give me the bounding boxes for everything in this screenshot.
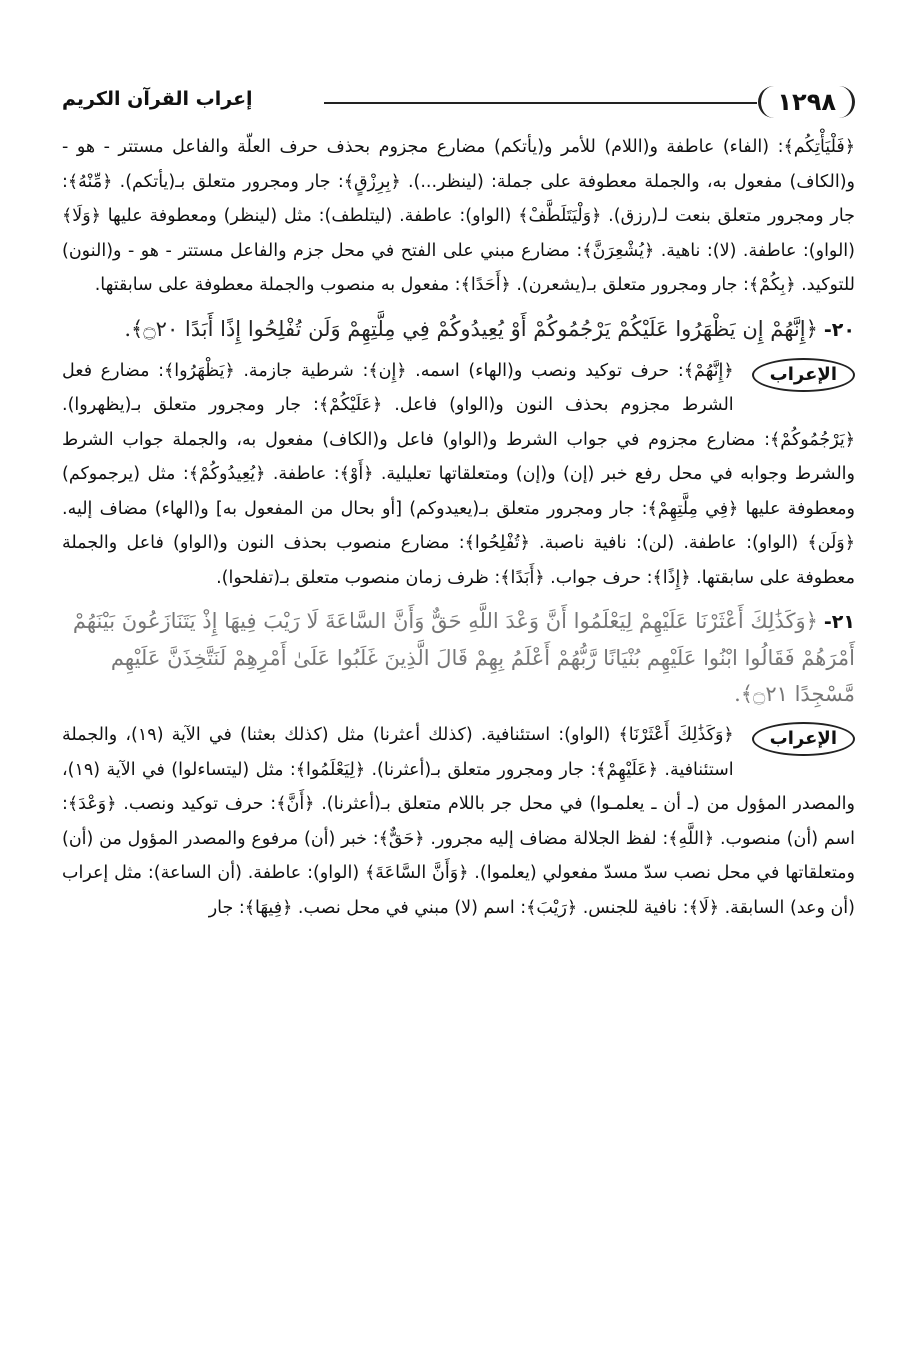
irab-badge: الإعراب <box>752 722 855 756</box>
irab-paragraph-2: ﴿إِنَّهُمْ﴾: حرف توكيد ونصب و(الهاء) اسمه. ﴿إِن﴾: شرطية جازمة. ﴿يَظْهَرُوا﴾: مضارع فعل الشرط مجزوم بحذف النون و(الواو) فاعل. ﴿عَلَيْكُمْ﴾: جار ومجرور متعلق بـ(يظهروا). ﴿يَرْجُمُوكُمْ﴾: مضارع مجزوم في جواب الشرط و(الواو) فاعل و(الكاف) مفعول به، والجملة جواب الشرط والشرط وجوابه في محل رفع خبر (إن) و(إن) ومتعلقاتها تعليلية. ﴿أَوْ﴾: عاطفة. ﴿يُعِيدُوكُمْ﴾: مثل (يرجموكم) ومعطوفة عليها ﴿فِي مِلَّتِهِمْ﴾: جار ومجرور متعلق بـ(يعيدوكم) [أو بحال من المفعول به] و(الهاء) مضاف إليه. ﴿وَلَن﴾ (الواو): عاطفة. (لن): نافية ناصبة. ﴿تُفْلِحُوا﴾: مضارع منصوب بحذف النون و(الواو) فاعل والجملة معطوفة على سابقتها. ﴿إِذًا﴾: حرف جواب. ﴿أَبَدًا﴾: ظرف زمان منصوب متعلق بـ(تفلحوا). <box>62 360 855 588</box>
page-number: ١٢٩٨ <box>758 86 855 118</box>
verse-21 <box>62 603 855 712</box>
header-rule <box>324 102 757 104</box>
verse-number: ٢١- <box>823 611 855 633</box>
verse-text: ﴿إِنَّهُمْ إِن يَظْهَرُوا عَلَيْكُمْ يَرْجُمُوكُمْ أَوْ يُعِيدُوكُمْ فِي مِلَّتِهِمْ وَلَن تُفْلِحُوا إِذًا أَبَدًا ۝٢٠﴾. <box>124 316 818 341</box>
page-header <box>62 80 855 122</box>
irab-paragraph-1: ﴿فَلْيَأْتِكُم﴾: (الفاء) عاطفة و(اللام) للأمر و(يأتكم) مضارع مجزوم بحذف حرف العلّة والفاعل مستتر - هو - و(الكاف) مفعول به، والجملة معطوفة على جملة: (لينظر...). ﴿بِرِزْقٍ﴾: جار ومجرور متعلق بـ(يأتكم). ﴿مِّنْهُ﴾: جار ومجرور متعلق بنعت لـ(رزق). ﴿وَلْيَتَلَطَّفْ﴾ (الواو): عاطفة. (ليتلطف): مثل (لينظر) ومعطوفة عليها ﴿وَلَا﴾ (الواو): عاطفة. (لا): ناهية. ﴿يُشْعِرَنَّ﴾: مضارع مبني على الفتح في محل جزم والفاعل مستتر - هو - و(النون) للتوكيد. ﴿بِكُمْ﴾: جار ومجرور متعلق بـ(يشعرن). ﴿أَحَدًا﴾: مفعول به منصوب والجملة معطوفة على سابقتها. <box>62 137 855 295</box>
verse-number: ٢٠- <box>823 318 855 341</box>
irab-block-21 <box>62 718 855 925</box>
irab-paragraph-3: ﴿وَكَذَٰلِكَ أَعْثَرْنَا﴾ (الواو): استئنافية. (كذلك أعثرنا) مثل (كذلك بعثنا) في الآية (١٩)، والجملة استئنافية. ﴿عَلَيْهِمْ﴾: جار ومجرور متعلق بـ(أعثرنا). ﴿لِيَعْلَمُوا﴾: مثل (ليتساءلوا) في الآية (١٩)، والمصدر المؤول من (ـ أن ـ يعلمـوا) في محل جر باللام متعلق بـ(أعثرنا). ﴿أَنَّ﴾: حرف توكيد ونصب. ﴿وَعْدَ﴾: اسم (أن) منصوب. ﴿اللَّهِ﴾: لفظ الجلالة مضاف إليه مجرور. ﴿حَقٌّ﴾: خبر (أن) مرفوع والمصدر المؤول من (أن) ومتعلقاتها في محل نصب سدّ مسدّ مفعولي (يعلموا). ﴿وَأَنَّ السَّاعَةَ﴾ (الواو): عاطفة. (أن الساعة): مثل إعراب (أن وعد) السابقة. ﴿لَا﴾: نافية للجنس. ﴿رَيْبَ﴾: اسم (لا) مبني في محل نصب. ﴿فِيهَا﴾: جار <box>62 725 855 918</box>
book-title: إعراب القرآن الكريم <box>62 88 253 110</box>
irab-block-20 <box>62 354 855 596</box>
irab-badge: الإعراب <box>752 358 855 392</box>
verse-20 <box>62 311 855 348</box>
verse-text: ﴿وَكَذَٰلِكَ أَعْثَرْنَا عَلَيْهِمْ لِيَعْلَمُوا أَنَّ وَعْدَ اللَّهِ حَقٌّ وَأَنَّ السَّاعَةَ لَا رَيْبَ فِيهَا إِذْ يَتَنَازَعُونَ بَيْنَهُمْ أَمْرَهُمْ فَقَالُوا ابْنُوا عَلَيْهِم بُنْيَانًا رَّبُّهُمْ أَعْلَمُ بِهِمْ قَالَ الَّذِينَ غَلَبُوا عَلَىٰ أَمْرِهِمْ لَنَتَّخِذَنَّ عَلَيْهِم مَّسْجِدًا ۝٢١﴾. <box>72 609 855 706</box>
book-page <box>62 80 855 925</box>
